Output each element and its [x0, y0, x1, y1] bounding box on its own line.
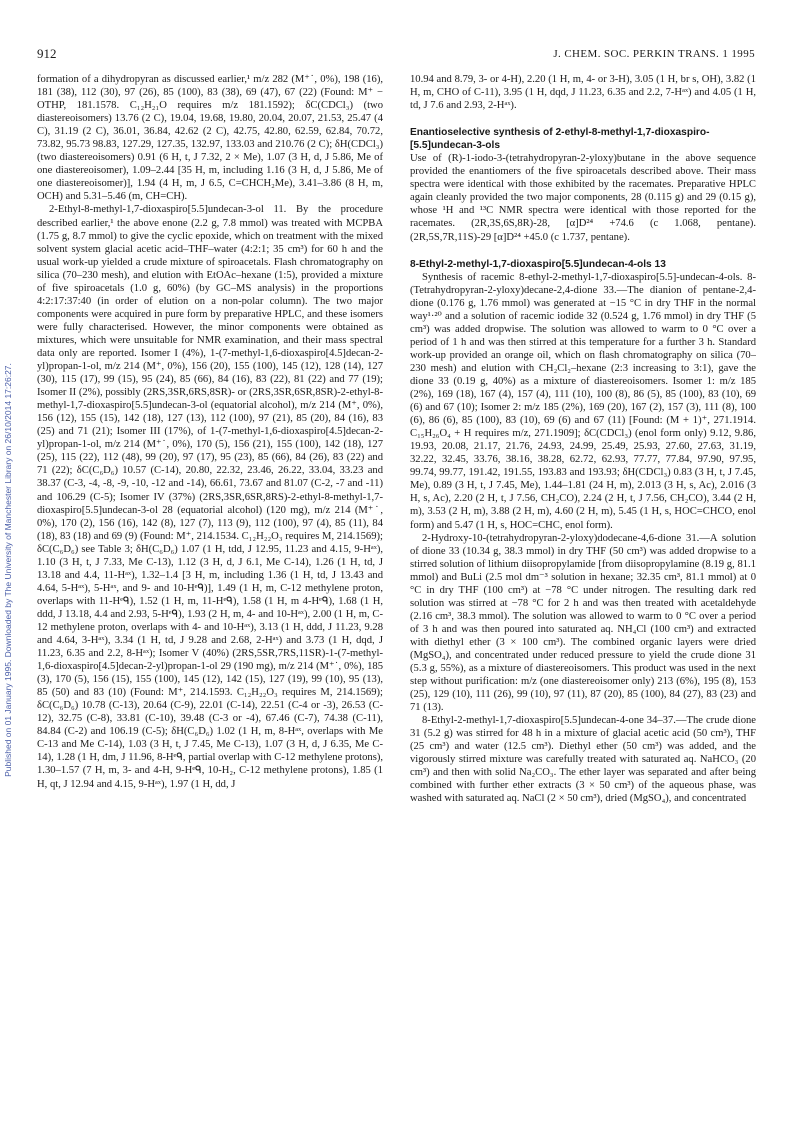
section-heading: Enantioselective synthesis of 2-ethyl-8-methyl-1,7-dioxaspiro-[5.5]undecan-3-ols: [410, 127, 710, 152]
paragraph: 2-Hydroxy-10-(tetrahydropyran-2-yloxy)dodecane-4,6-dione 31.—A solution of dione 33 (10.34 g, 38.3 mmol) in dry THF (50 cm³) was added dropwise to a stirred solution of lithium diisopropylamide [from diisopropylamine (8.19 g, 81.1 mmol) and BuLi (2.5 mol dm⁻³ solution in hexane; 32.35 cm³, 81.1 mmol) at 0 °C in dry THF (100 cm³) at −78 °C under nitrogen. The resulting dark red solution was stirred at −78 °C for 2 h and was then treated with acetaldehyde (2.16 cm³, 38.3 mmol). The solution was allowed to warm to 0 °C over a period of 3 h and was then poured into saturated aq. NH₄Cl (100 cm³) and extracted with diethyl ether (3 × 100 cm³). The combined organic layers were dried (MgSO₄), and concentrated under reduced pressure to yield the crude dione 31 (5.3 g, 55%), as a mixture of diastereoisomers. This product was used in the next step without purification: m/z (one diastereoisomer only) 213 (6%), 195 (8), 153 (25), 129 (10), 111 (26), 99 (10), 97 (11), 87 (20), 85 (100), 84 (27), 83 (23) and 71 (13).: [410, 532, 756, 714]
paragraph: formation of a dihydropyran as discussed earlier,¹ m/z 282 (M⁺˙, 0%), 198 (16), 181 (38), 112 (30), 97 (26), 85 (100), 83 (38), 69 (47), 67 (22) (Found: M⁺ − OTHP, 181.1578. C₁₂H₂₁O requires m/z 181.1592); δC(CDCl₃) (two diastereoisomers) 13.76 (2 C), 19.04, 19.68, 19.80, 20.04, 20.07, 21.53, 25.47 (4 C), 31.19 (2 C), 36.01, 36.84, 42.62 (2 C), 42.75, 42.80, 62.59, 62.84, 70.72, 73.82, 95.73 98.83, 127.29, 127.35, 132.97, 133.03 and 210.76 (2 C); δH(CDCl₃) (two diastereoisomers) 0.91 (6 H, t, J 7.32, 2 × Me), 1.07 (3 H, d, J 5.86, Me of one diastereoisomer), 1.09–2.44 [35 H, m, including 1.16 (3 H, d, J 5.86, Me of one diastereoisomer)], 1.94 (4 H, m, J 6.5, C=CHCH₂Me), 3.41–3.86 (8 H, m, OCH) and 5.31–5.46 (m, CH=CH).: [37, 74, 383, 203]
paragraph: Use of (R)-1-iodo-3-(tetrahydropyran-2-yloxy)butane in the above sequence provided the enantiomers of the five spiroacetals described above. Their mass spectra were identical with those exhibited by the racemates. Preparative HPLC again cleanly provided the two major components, 28 (0.115 g) and 29 (0.15 g), whose ¹H and ¹³C NMR spectra were identical with those reported for the racemates. (2R,3S,6S,8R)-28, [α]D²⁴ +74.6 (c 1.068, pentane). (2R,5S,7R,11S)-29 [α]D²⁴ +45.0 (c 1.737, pentane).: [410, 153, 756, 243]
paragraph: 10.94 and 8.79, 3- or 4-H), 2.20 (1 H, m, 4- or 3-H), 3.05 (1 H, br s, OH), 3.82 (1 H, m, CHO of C-11), 3.95 (1 H, dqd, J 11.23, 6.35 and 2.2, 7-Hᵃˣ) and 4.05 (1 H, td, J 7.6 and 2.93, 2-Hᵃˣ).: [410, 74, 756, 112]
left-column: [37, 73, 383, 1113]
publication-note: Published on 01 January 1995. Downloaded by The University of Manchester Library on 26/10/2014 17:26:27.: [3, 363, 13, 777]
paragraph: Synthesis of racemic 8-ethyl-2-methyl-1,7-dioxaspiro[5.5]-undecan-4-ols. 8-(Tetrahydropyran-2-yloxy)decane-2,4-dione 33.—The dianion of pentane-2,4-dione (0.176 g, 1.76 mmol) was generated at −15 °C in dry THF in the normal way¹·²⁰ and a solution of racemic iodide 32 (0.524 g, 1.76 mmol) in dry THF (5 cm³) was added dropwise. The solution was allowed to warm to 0 °C over a period of 1 h and was then stirred at this temperature for a further 3 h. Standard work-up provided an orange oil, which on flash chromatography on silica (70–230 mesh) and elution with CH₂Cl₂–hexane (2:3 increasing to 3:1), gave the dione 33 (0.19 g, 40%) as a mixture of diastereoisomers. Isomer 1: m/z 185 (2%), 169 (18), 167 (4), 157 (4), 111 (10), 100 (8), 86 (5), 85 (100), 83 (10), 69 (6) and 67 (10); Isomer 2: m/z 185 (2%), 169 (20), 167 (2), 157 (3), 111 (8), 100 (6), 86 (6), 85 (100), 83 (10), 69 (6) and 67 (11) [Found: (M + 1)⁺, 271.1914. C₁₅H₂₆O₄ + H requires m/z, 271.1909]; δC(CDCl₃) (enol form only) 9.12, 9.86, 19.93, 20.08, 21.17, 21.76, 24.93, 24.99, 25.49, 25.93, 27.60, 27.63, 31.19, 32.22, 32.45, 33.76, 38.16, 38.28, 62.72, 62.93, 77.77, 77.84, 97.90, 97.95, 99.74, 99.77, 191.42, 191.55, 193.83 and 193.93; δH(CDCl₃) 0.83 (3 H, t, J 7.45, Me), 0.89 (3 H, t, J 7.45, Me), 1.44–1.81 (24 H, m), 2.013 (3 H, s, Ac), 2.016 (3 H, s, Ac), 2.20 (2 H, t, J 7.56, CH₂CO), 2.24 (2 H, t, J 7.56, CH₂CO), 3.44 (2 H, m), 3.53 (2 H, m), 3.88 (2 H, m), 4.60 (2 H, m), 5.45 (1 H, s, HOC=CHCO, enol form) and 5.47 (1 H, s, HOC=CHC, enol form).: [410, 271, 756, 531]
section-heading: 8-Ethyl-2-methyl-1,7-dioxaspiro[5.5]undecan-4-ols 13: [410, 258, 666, 270]
page-number: 912: [37, 46, 57, 61]
paragraph: 2-Ethyl-8-methyl-1,7-dioxaspiro[5.5]undecan-3-ol 11. By the procedure described earlier,¹ the above enone (2.2 g, 7.8 mmol) was treated with MCPBA (1.75 g, 8.7 mmol) to give the cyclic epoxide, which on treatment with the mixed solvent system glacial acetic acid–THF–water (4:2:1; 35 cm³) for 60 h and the usual work-up yielded a crude mixture of spiroacetals. Flash chromatography on silica (70–230 mesh), and elution with EtOAc–hexane (1:5), provided a mixture of five spiroacetals (1.0 g, 60%) (by GC–MS analysis) in the proportions 4:2:17:37:40 (in order of elution on a non-polar column). The two major components were acquired in pure form by preparative HPLC, and these isomers were fully characterised. However, the minor components were obtained as mixtures, which were unsuitable for NMR examination, and their mass spectral data only are reported. Isomer I (4%), 1-(7-methyl-1,6-dioxaspiro[4.5]decan-2-yl)propan-1-ol, m/z 214 (M⁺, 0%), 156 (20), 155 (100), 145 (12), 128 (14), 127 (30), 115 (17), 99 (15), 95 (24), 85 (66), 84 (16), 83 (22), 81 (22) and 77 (19); Isomer II (2%), possibly (2RS,3SR,6RS,8SR)- or (2RS,3SR,6SR,8SR)-2-ethyl-8-methyl-1,7-dioxaspiro[5.5]undecan-3-ol (equatorial alcohol), m/z 214 (M⁺, 0%), 156 (12), 155 (15), 142 (18), 127 (13), 112 (100), 97 (21), 85 (20), 84 (16), 83 (25) and 71 (21); Isomer III (17%), of 1-(7-methyl-1,6-dioxaspiro[4.5]decan-2-yl)propan-1-ol, m/z 214 (M⁺˙, 0%), 170 (5), 156 (21), 155 (100), 142 (18), 127 (25), 115 (22), 112 (48), 99 (20), 97 (17), 95 (23), 85 (66), 84 (26), 83 (22) and 71 (22); δC(C₆D₆) 10.57 (C-14), 20.80, 22.32, 23.46, 26.22, 33.04, 33.23 and 38.37 (C-3, -4, -8, -9, -10, -12 and -14), 66.61, 73.67 and 81.07 (C-2, -7 and -11) and 106.29 (C-5); Isomer IV (37%) (2RS,3SR,6SR,8RS)-2-ethyl-8-methyl-1,7-dioxaspiro[5.5]undecan-3-ol 28 (equatorial alcohol) (120 mg), m/z 214 (M⁺˙, 0%), 170 (2), 156 (16), 142 (8), 127 (7), 113 (9), 112 (100), 97 (4), 85 (11), 84 (18), 83 (18) and 69 (9) (Found: M⁺, 214.1534. C₁₂H₂₂O₃ requires M, 214.1569); δC(C₆D₆) see Table 3; δH(C₆D₆) 1.07 (1 H, tdd, J 12.95, 11.23 and 4.15, 9-Hᵃˣ), 1.10 (3 H, t, J 7.33, Me C-13), 1.12 (3 H, d, J 6.1, Me C-14), 1.26 (1 H, td, J 13.18 and 4.4, 11-Hᵃˣ), 1.32–1.4 [3 H, m, including 1.36 (1 H, td, J 13.43 and 4.64, 5-Hᵃˣ), 5-Hᵃˣ, and 9- and 10-Hᵉᑫ)], 1.49 (1 H, m, C-12 methylene proton, overlaps with 11-Hᵉᑫ), 1.52 (1 H, m, 11-Hᵉᑫ), 1.58 (1 H, m 4-Hᵉᑫ), 1.68 (1 H, ddd, J 13.18, 4.4 and 2.93, 5-Hᵉᑫ), 1.93 (2 H, m, 4- and 10-Hᵃˣ), 2.00 (1 H, m, C-12 methylene proton, overlaps with 4- and 10-Hᵃˣ), 3.13 (1 H, ddd, J 11.23, 9.28 and 4.64, 3-Hᵃˣ), 3.34 (1 H, td, J 9.28 and 2.68, 2-Hᵃˣ) and 3.73 (1 H, dqd, J 11.23, 6.35 and 2.2, 8-Hᵃˣ); Isomer V (40%) (2RS,5SR,7RS,11SR)-1-(7-methyl-1,6-dioxaspiro[4.5]decan-2-yl)propan-1-ol 29 (190 mg), m/z 214 (M⁺˙, 0%), 185 (3), 170 (5), 156 (15), 155 (100), 145 (12), 142 (15), 127 (19), 99 (10), 95 (13), 85 (50) and 83 (10) (Found: M⁺, 214.1593. C₁₂H₂₂O₃ requires M, 214.1569); δC(C₆D₆) 10.78 (C-13), 20.64 (C-9), 22.01 (C-14), 22.51 (C-4 or -3), 26.53 (C-12), 32.75 (C-8), 33.81 (C-10), 39.48 (C-3 or -4), 67.46 (C-7), 74.38 (C-11), 84.84 (C-2) and 106.19 (C-5); δH(C₆D₆) 1.02 (1 H, m, 8-Hᵃˣ, overlaps with Me C-13 and Me C-14), 1.03 (3 H, t, J 7.45, Me C-13), 1.07 (3 H, d, J 6.35, Me C-14), 1.28 (1 H, dm, J 11.96, 8-Hᵉᑫ, partial overlap with C-12 methylene protons), 1.30–1.57 (7 H, m, 3- and 4-H, 9-Hᵉᑫ, 10-H₂, C-12 methylene protons), 1.85 (1 H, qt, J 12.94 and 4.15, 9-Hᵃˣ), 1.97 (1 H, dd, J: [37, 204, 383, 790]
publication-sidebar: [0, 80, 16, 1060]
paragraph: 8-Ethyl-2-methyl-1,7-dioxaspiro[5.5]undecan-4-one 34–37.—The crude dione 31 (5.2 g) was stirred for 48 h in a mixture of glacial acetic acid (50 cm³), THF (25 cm³) and water (12.5 cm³). Diethyl ether (50 cm³) was added, and the vigorously stirred mixture was carefully treated with saturated aq. NaHCO₃ (20 cm³) and then with solid Na₂CO₃. The ether layer was separated and after being combined with further ether extracts (3 × 50 cm³) of the aqueous phase, was washed with saturated aq. NaCl (2 × 50 cm³), dried (MgSO₄), and concentrated: [410, 715, 756, 805]
journal-title: J. CHEM. SOC. PERKIN TRANS. 1 1995: [553, 48, 755, 60]
right-column: [410, 73, 756, 1113]
page-header: [37, 46, 755, 62]
